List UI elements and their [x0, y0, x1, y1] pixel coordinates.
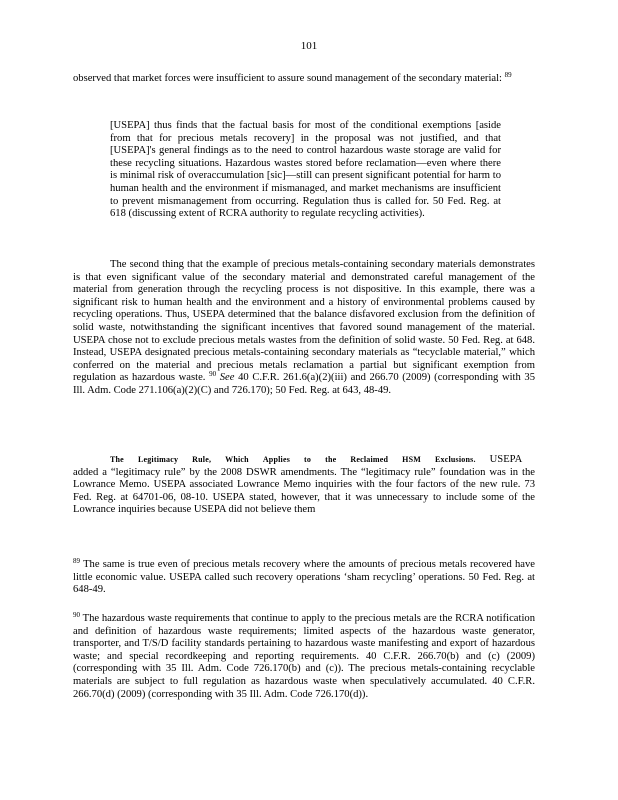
block-quote: [USEPA] thus finds that the factual basis for most of the conditional exemptions [aside from that for precious metals recovery] in the proposal was not justified, and that [USEPA]'s general findings as to the need to control hazardous waste storage are valid for these recycling situations. Hazardous wastes stored before reclamation—even where there is minimal risk of overaccumulation [sic]—still can present significant potential for harm to human health and the environment if mismanaged, and market mechanisms are insufficient to prevent mismanagement from occurring. Regulation thus is called for. 50 Fed. Reg. at 618 (discussing extent of RCRA authority to regulate recycling activities).: [110, 120, 501, 220]
heading-word: Reclaimed: [350, 455, 389, 464]
section-heading: [110, 455, 490, 464]
heading-word: Exclusions.: [434, 455, 476, 464]
paragraph-precious-metals-text: The second thing that the example of precious metals-containing secondary materials demonstrates is that even significant value of the secondary material and demonstrated careful management of the material from generation through the recycling process is not dispositive. In this example, there was a significant risk to human health and the environment and a history of environmental problems caused by recycling operations. Thus, USEPA determined that the balance disfavored exclusion from the definition of solid waste, notwithstanding the significant incentives that favored sound management of the material. USEPA chose not to exclude precious metals wastes from the definition of solid waste. 50 Fed. Reg. at 648. Instead, USEPA designated precious metals-containing secondary materials as “tecyclable material,” which conferred on the material and precious metals reclamation a partial but significant exemption from regulation as hazardous waste.: [73, 259, 535, 384]
footnote-ref-89: 89: [504, 71, 512, 79]
footnote-text: The hazardous waste requirements that continue to apply to the precious metals are the RCRA notification and definition of hazardous waste requirements; limited aspects of the hazardous waste generator, transporter, and T/S/D facility standards pertaining to hazardous waste manifesting and export of hazardous waste; and special recordkeeping and reporting requirements. 40 C.F.R. 266.70(b) and (c) (2009) (corresponding with 35 Ill. Adm. Code 726.170(b) and (c)). The precious metals-containing recyclable materials are subject to full regulation as hazardous waste when speculatively accumulated. 40 C.F.R. 266.70(d) (2009) (corresponding with 35 Ill. Adm. Code 726.170(d)).: [73, 613, 535, 700]
heading-word: Which: [225, 455, 249, 464]
heading-word: the: [325, 455, 337, 464]
footnote-text: The same is true even of precious metals recovery where the amounts of precious metals recovered have little economic value. USEPA called such recovery operations ‘sham recycling’ operations. 50 Fed. Reg. at 648-49.: [73, 559, 535, 596]
paragraph-intro: [73, 73, 535, 86]
footnote-90: [73, 613, 535, 701]
heading-word: Legitimacy: [137, 455, 179, 464]
paragraph-precious-metals: [73, 259, 535, 398]
paragraph-precious-metals-citation: 40 C.F.R. 261.6(a)(2)(iii) and 266.70 (2009) (corresponding with 35 Ill. Adm. Code 271.106(a)(2)(C) and 726.170); 50 Fed. Reg. at 643, 48-49.: [73, 372, 536, 396]
heading-word: to: [304, 455, 312, 464]
see-signal: See: [219, 372, 235, 384]
paragraph-legitimacy-rule: [73, 454, 535, 517]
heading-word: Applies: [262, 455, 291, 464]
footnote-number: 90: [73, 611, 80, 619]
footnote-ref-90: 90: [209, 370, 217, 379]
footnote-89: [73, 559, 535, 597]
paragraph-legitimacy-text: USEPA added a “legitimacy rule” by the 2008 DSWR amendments. The “legitimacy rule” foundation was in the Lowrance Memo. USEPA associated Lowrance Memo inquiries with the four factors of the new rule. 73 Fed. Reg. at 64701-06, 08-10. USEPA stated, however, that it was unnecessary to include some of the Lowrance inquiries because USEPA did not believe them: [73, 454, 535, 516]
page-number: 101: [300, 40, 318, 52]
heading-word: HSM: [402, 455, 421, 464]
footnote-number: 89: [73, 557, 80, 565]
paragraph-intro-text: observed that market forces were insufficient to assure sound management of the secondary material:: [73, 73, 502, 84]
heading-word: Rule,: [192, 455, 212, 464]
heading-word: The: [110, 455, 124, 464]
